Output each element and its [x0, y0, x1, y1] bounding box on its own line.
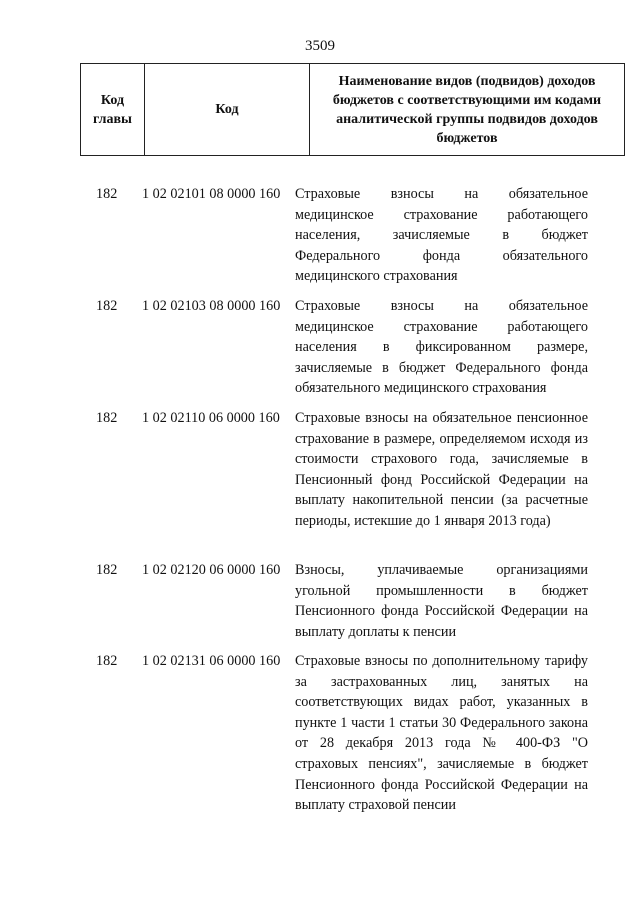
row-code: 1 02 02120 06 0000 160	[142, 562, 281, 578]
row-code: 1 02 02103 08 0000 160	[142, 298, 281, 314]
row-chapter-code: 182	[96, 186, 118, 202]
row-chapter-code: 182	[96, 653, 118, 669]
row-chapter-code: 182	[96, 298, 118, 314]
row-name: Страховые взносы на обязательное медицинское страхование работающего населения, зачисляемые в бюджет Федерального фонда обязательного медицинского страхования	[295, 186, 588, 285]
page-number: 3509	[305, 38, 335, 54]
header-code: Код	[145, 64, 310, 156]
row-code: 1 02 02110 06 0000 160	[142, 410, 280, 426]
row-code: 1 02 02101 08 0000 160	[142, 186, 281, 202]
header-code-chapter: Код главы	[81, 64, 145, 156]
row-name: Взносы, уплачиваемые организациями угольной промышленности в бюджет Пенсионного фонда Российской Федерации на выплату доплаты к пенсии	[295, 562, 588, 640]
row-name: Страховые взносы на обязательное медицинское страхование работающего населения в фиксированном размере, зачисляемые в бюджет Федерального фонда обязательного медицинского страхования	[295, 298, 588, 397]
row-code: 1 02 02131 06 0000 160	[142, 653, 281, 669]
row-name: Страховые взносы по дополнительному тарифу за застрахованных лиц, занятых на соответствующих видах работ, указанных в пункте 1 части 1 статьи 30 Федерального закона от 28 декабря 2013 года № 400-ФЗ "О страховых пенсиях", зачисляемые в бюджет Пенсионного фонда Российской Федерации на выплату страховой пенсии	[295, 653, 588, 814]
table-header	[80, 63, 625, 156]
header-name: Наименование видов (подвидов) доходов бюджетов с соответствующими им кодами аналитической группы подвидов доходов бюджетов	[310, 64, 625, 156]
row-chapter-code: 182	[96, 410, 118, 426]
row-name: Страховые взносы на обязательное пенсионное страхование в размере, определяемом исходя из стоимости страхового года, зачисляемые в Пенсионный фонд Российской Федерации на выплату накопительной пенсии (за расчетные периоды, истекшие до 1 января 2013 года)	[295, 410, 588, 529]
row-chapter-code: 182	[96, 562, 118, 578]
